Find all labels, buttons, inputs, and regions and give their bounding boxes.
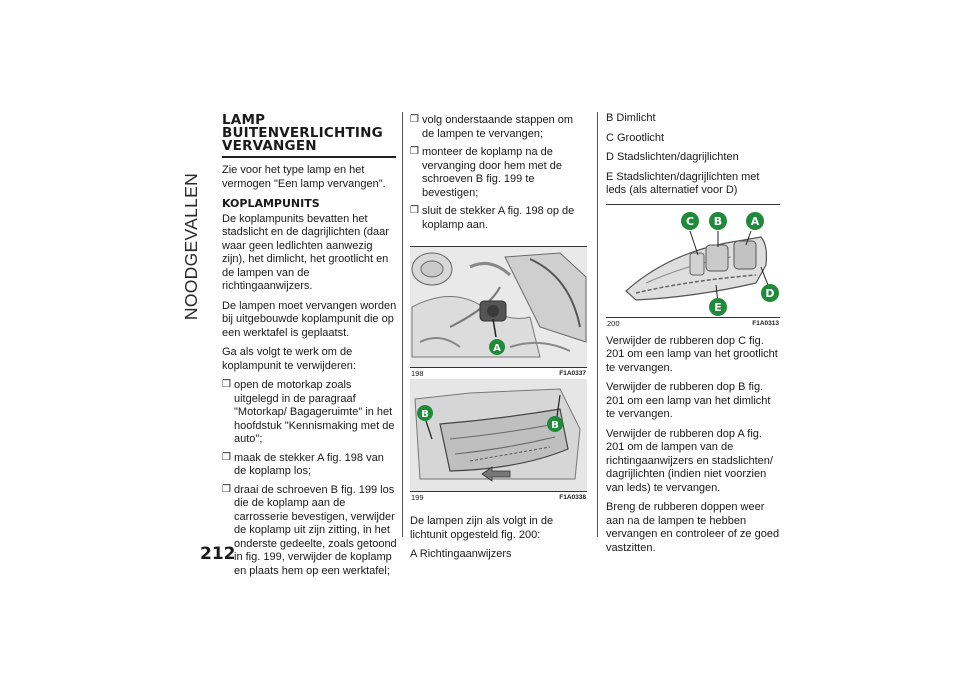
section-heading: KOPLAMPUNITS <box>222 197 320 210</box>
headlamp-unit-drawing <box>606 205 780 317</box>
figure-code: F1A0313 <box>752 319 779 327</box>
figure-198 <box>410 246 587 379</box>
intro-paragraph: Zie voor het type lamp en het vermogen "Een lamp vervangen". <box>222 164 386 190</box>
figure-198-illustration <box>410 247 587 368</box>
title-line: VERVANGEN <box>222 138 317 154</box>
bullet-item <box>410 114 587 141</box>
check-box-icon: ❒ <box>222 451 231 463</box>
legend-item: E Stadslichten/dagrijlichten met leds (als alternatief voor D) <box>606 170 760 196</box>
bullet-text: volg onderstaande stappen om de lampen te vervangen; <box>422 114 574 140</box>
bullet-item <box>410 205 587 232</box>
figure-caption <box>410 492 587 503</box>
bullet-text: maak de stekker A fig. 198 van de koplamp los; <box>234 451 384 477</box>
paragraph: Verwijder de rubberen dop C fig. 201 om een lamp van het grootlicht te vervangen. <box>606 334 778 374</box>
paragraph: Ga als volgt te werk om de koplampunit te verwijderen: <box>222 346 356 372</box>
paragraph: De lampen zijn als volgt in de lichtunit opgesteld fig. 200: <box>410 515 554 541</box>
bullet-item <box>222 379 397 447</box>
column-divider <box>402 112 403 537</box>
callout-label: D <box>765 286 775 300</box>
callout-label: B <box>421 409 429 420</box>
callout-label: E <box>714 300 722 314</box>
figure-code: F1A0338 <box>559 494 586 501</box>
figure-number: 198 <box>411 369 424 378</box>
legend-item: D Stadslichten/dagrijlichten <box>606 151 739 163</box>
column-divider <box>597 112 598 537</box>
column-2 <box>410 114 587 568</box>
figure-number: 199 <box>411 493 424 502</box>
engine-bay-drawing <box>410 247 587 367</box>
check-box-icon: ❒ <box>410 114 419 125</box>
paragraph: De koplampunits bevatten het stadslicht en de dagrijlichten (daar waar geen ledlichten aanwezig zijn), het dimlicht, het grootlicht en de lampen van de richtingaanwijzers. <box>222 212 389 292</box>
bullet-text: draai de schroeven B fig. 199 los die de koplamp aan de carrosserie bevestigen, verwijder de koplamp uit zijn zitting, in het onderste gedeelte, zoals getoond in fig. 199, verwijder de koplamp en plaats hem op een werktafel; <box>234 483 397 577</box>
page-title <box>222 114 397 153</box>
paragraph: Verwijder de rubberen dop A fig. 201 om de lampen van de richtingaanwijzers en stadslichten/ dagrijlichten (indien niet voorzien van leds) te vervangen. <box>606 427 773 494</box>
title-line: BUITENVERLICHTING <box>222 125 383 141</box>
callout-label: A <box>493 343 501 354</box>
page-number: 212 <box>200 544 236 564</box>
figure-199 <box>410 379 587 503</box>
bullet-item <box>410 146 587 200</box>
figure-caption <box>606 318 780 329</box>
figure-number: 200 <box>607 318 620 328</box>
figure-200-illustration <box>606 205 780 318</box>
legend-item: B Dimlicht <box>606 112 656 124</box>
section-side-label <box>181 172 202 320</box>
column-3 <box>606 112 780 561</box>
title-line: LAMP <box>222 112 266 128</box>
check-box-icon: ❒ <box>222 379 231 390</box>
bullet-text: monteer de koplamp na de vervanging door hem met de schroeven B fig. 199 te bevestigen; <box>422 146 563 199</box>
legend-item: C Grootlicht <box>606 131 665 144</box>
paragraph: Verwijder de rubberen dop B fig. 201 om een lamp van het dimlicht te vervangen. <box>606 381 771 420</box>
callout-label: B <box>551 420 559 431</box>
figure-caption <box>410 368 587 379</box>
paragraph: De lampen moet vervangen worden bij uitgebouwde koplampunit die op een werktafel is geplaatst. <box>222 299 397 339</box>
column-1 <box>222 114 397 583</box>
callout-label: C <box>685 214 695 228</box>
callout-label: A <box>750 214 760 228</box>
headlamp-removal-drawing <box>410 379 587 491</box>
check-box-icon: ❒ <box>410 146 419 157</box>
check-box-icon: ❒ <box>222 483 231 495</box>
title-underline <box>222 156 396 158</box>
figure-code: F1A0337 <box>559 370 586 377</box>
figure-200 <box>606 204 780 329</box>
bullet-item <box>222 484 397 579</box>
paragraph: Breng de rubberen doppen weer aan na de lampen te hebben vervangen en controleer of ze goed vastzitten. <box>606 501 780 554</box>
figure-199-illustration <box>410 379 587 492</box>
callout-label: B <box>713 214 723 228</box>
section-side-text: NOODGEVALLEN <box>181 172 202 320</box>
bullet-item <box>222 452 397 479</box>
legend-item: A Richtingaanwijzers <box>410 548 512 560</box>
check-box-icon: ❒ <box>410 205 419 216</box>
bullet-text: open de motorkap zoals uitgelegd in de paragraaf "Motorkap/ Bagageruimte" in het hoofdstuk "Kennismaking met de auto"; <box>234 379 395 445</box>
bullet-text: sluit de stekker A fig. 198 op de koplamp aan. <box>422 205 575 231</box>
